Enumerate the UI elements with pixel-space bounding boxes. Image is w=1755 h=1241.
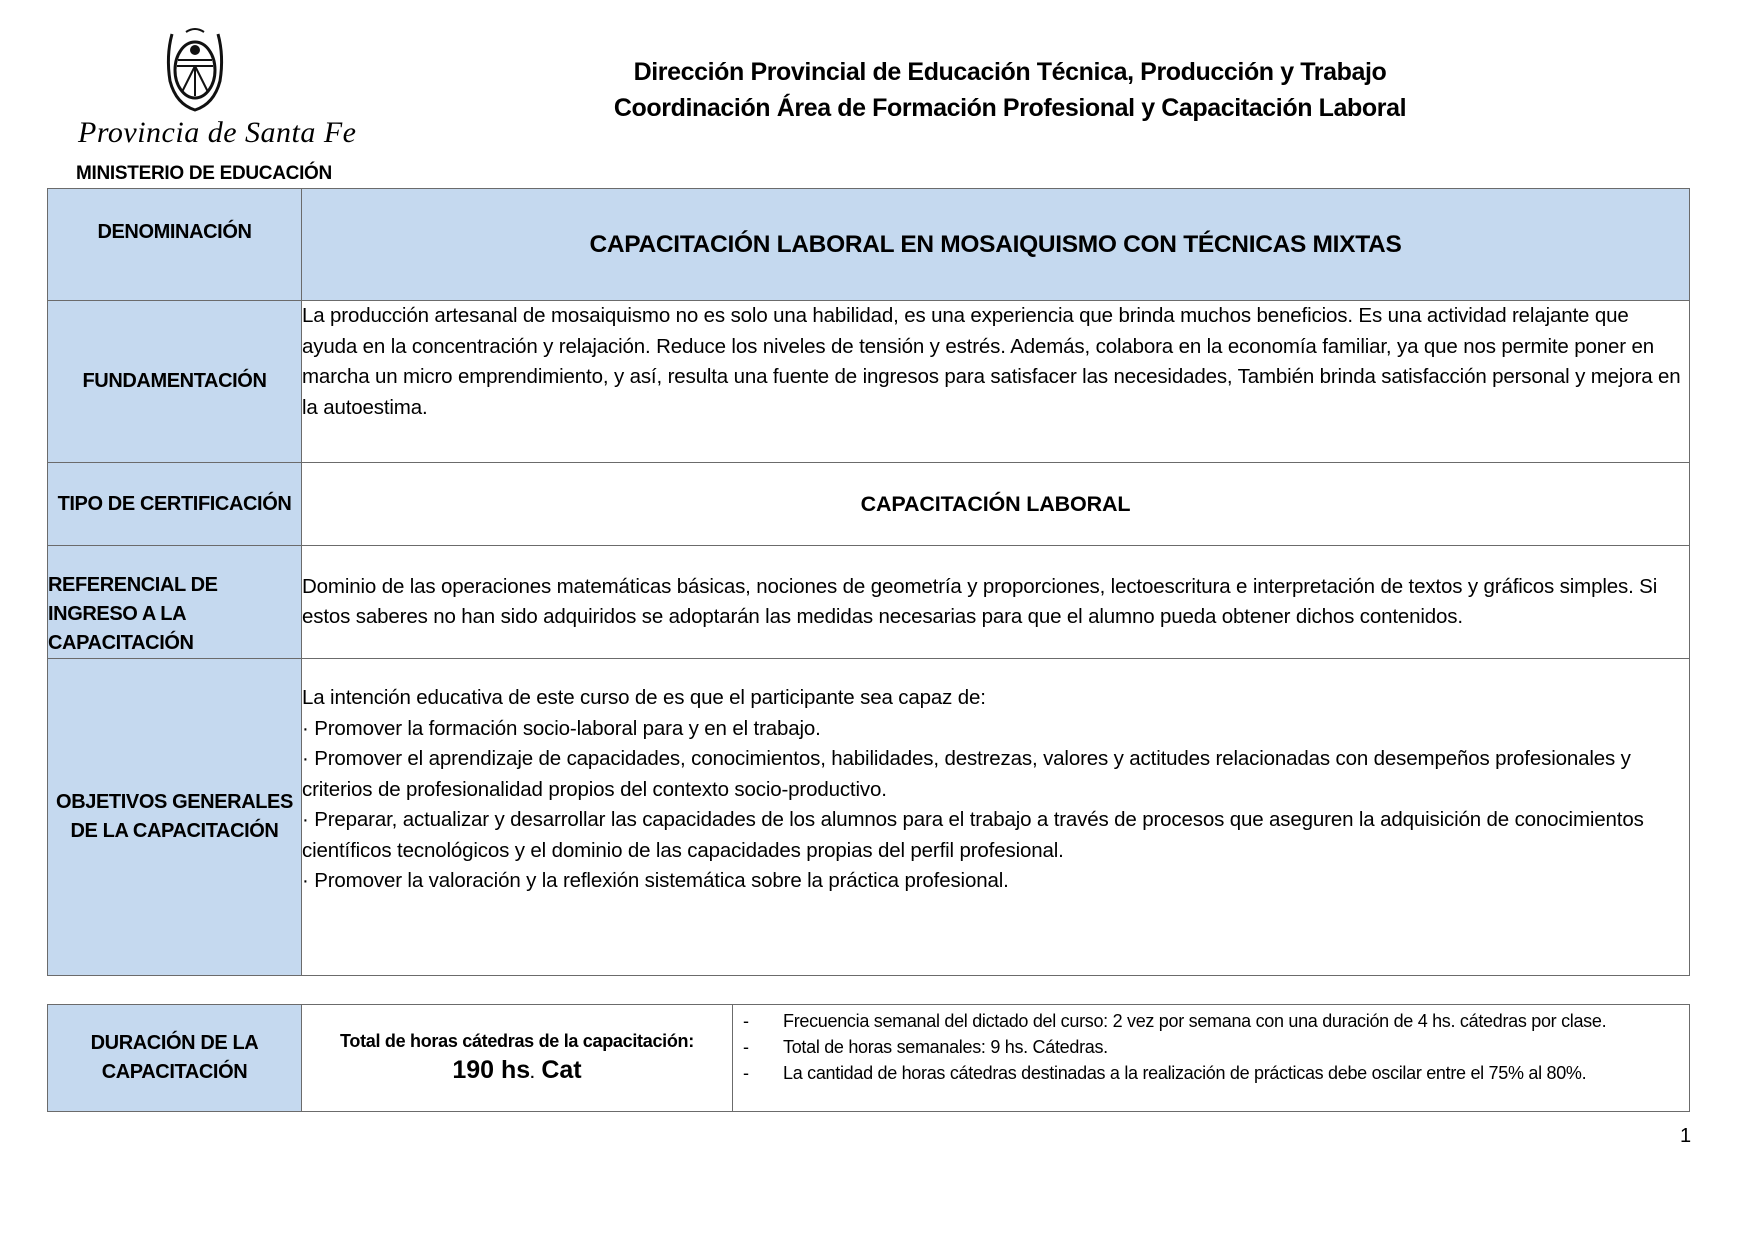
objetivo-item: · Preparar, actualizar y desarrollar las capacidades de los alumnos para el trabajo a través de procesos que aseguren la adquisición de conocimientos científicos tecnológicos y el dominio de las capacidades propias del perfil profesional. (302, 808, 1644, 862)
detail-text: La cantidad de horas cátedras destinadas a la realización de prácticas debe oscilar entre el 75% al 80%. (783, 1063, 1587, 1083)
heading-direccion: Dirección Provincial de Educación Técnica, Producción y Trabajo (633, 58, 1387, 86)
dash-bullet: - (743, 1011, 749, 1031)
detail-text: Frecuencia semanal del dictado del curso: 2 vez por semana con una duración de 4 hs. cátedras por clase. (783, 1011, 1607, 1031)
objetivos-content (302, 659, 1690, 976)
dash-bullet: - (743, 1063, 749, 1083)
duration-detail-item (743, 1008, 1679, 1034)
duration-table (47, 1004, 1690, 1112)
objetivo-item: · Promover la valoración y la reflexión sistemática sobre la práctica profesional. (302, 869, 1009, 892)
row-duracion (48, 1005, 1690, 1112)
row-objetivos (48, 659, 1690, 976)
fundamentacion-label: FUNDAMENTACIÓN (48, 301, 302, 463)
objetivos-intro: La intención educativa de este curso de es que el participante sea capaz de: (302, 686, 986, 709)
fundamentacion-text: La producción artesanal de mosaiquismo no es solo una habilidad, es una experiencia que brinda muchos beneficios. Es una actividad relajante que ayuda en la concentración y relajación. Reduce los niveles de tensión y estrés. Además, colabora en la economía familiar, ya que nos permite poner en marcha un micro emprendimiento, y así, resulta una fuente de ingresos para satisfacer las necesidades, También brinda satisfacción personal y mejora en la autoestima. (302, 301, 1690, 463)
duration-details (733, 1005, 1690, 1112)
row-denominacion (48, 189, 1690, 301)
duracion-label: DURACIÓN DE LA CAPACITACIÓN (48, 1005, 302, 1112)
santa-fe-emblem-icon (160, 26, 230, 112)
total-hours-label: Total de horas cátedras de la capacitación: (340, 1031, 694, 1051)
referencial-text: Dominio de las operaciones matemáticas básicas, nociones de geometría y proporciones, lectoescritura e interpretación de textos y gráficos simples. Si estos saberes no han sido adquiridos se adoptarán las medidas necesarias para que el alumno pueda obtener dichos contenidos. (302, 546, 1690, 659)
total-hours-value (302, 1056, 732, 1085)
denominacion-label: DENOMINACIÓN (48, 189, 302, 301)
objetivos-label: OBJETIVOS GENERALES DE LA CAPACITACIÓN (48, 659, 302, 976)
dash-bullet: - (743, 1037, 749, 1057)
total-hours-cell (302, 1005, 733, 1112)
row-referencial (48, 546, 1690, 659)
row-tipo-certificacion (48, 463, 1690, 546)
heading-coordinacion: Coordinación Área de Formación Profesional y Capacitación Laboral (613, 94, 1407, 122)
objetivo-item: · Promover la formación socio-laboral para y en el trabajo. (302, 716, 821, 740)
duration-detail-item (743, 1034, 1679, 1060)
duration-detail-item (743, 1060, 1679, 1086)
total-hours-number: 190 hs (452, 1056, 531, 1084)
row-fundamentacion (48, 301, 1690, 463)
detail-text: Total de horas semanales: 9 hs. Cátedras. (783, 1037, 1108, 1057)
tipo-certificacion-label: TIPO DE CERTIFICACIÓN (48, 463, 302, 546)
total-hours-dot: . (530, 1065, 535, 1082)
province-script: Provincia de Santa Fe (78, 116, 357, 149)
course-title: CAPACITACIÓN LABORAL EN MOSAIQUISMO CON TÉCNICAS MIXTAS (302, 189, 1690, 301)
referencial-label: REFERENCIAL DE INGRESO A LA CAPACITACIÓN (48, 546, 302, 659)
page-number: 1 (1680, 1125, 1692, 1147)
objetivo-item: · Promover el aprendizaje de capacidades, conocimientos, habilidades, destrezas, valores y actitudes relacionadas con desempeños profesionales y criterios de profesionalidad propios del contexto socio-productivo. (302, 747, 1631, 801)
course-info-table (47, 188, 1690, 976)
tipo-certificacion-value: CAPACITACIÓN LABORAL (302, 463, 1690, 546)
total-hours-unit: Cat (534, 1056, 582, 1084)
ministry-name: MINISTERIO DE EDUCACIÓN (76, 163, 332, 184)
